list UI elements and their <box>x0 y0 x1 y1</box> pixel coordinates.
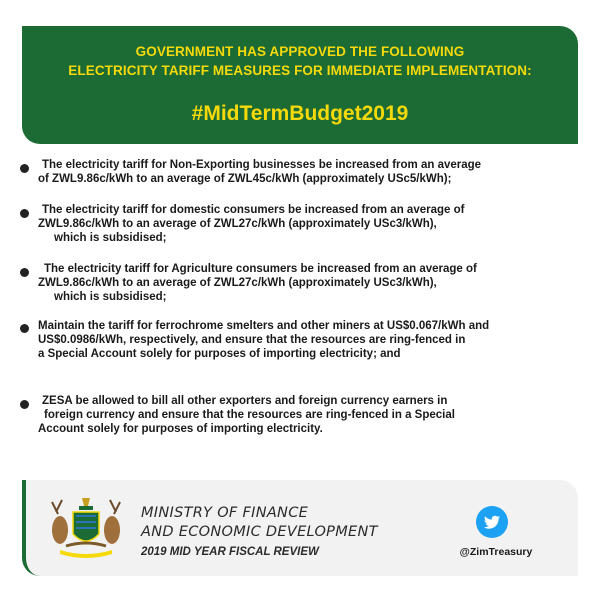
measure-line: which is subsidised; <box>54 291 167 303</box>
banner-headline <box>22 42 578 80</box>
headline-line-1: GOVERNMENT HAS APPROVED THE FOLLOWING <box>135 44 465 59</box>
measure-line: of ZWL9.86c/kWh to an average of ZWL45c/kWh (approximately USc5/kWh); <box>38 173 452 185</box>
measure-line: The electricity tariff for Agriculture consumers be increased from an average of <box>44 263 477 275</box>
measure-item <box>38 394 455 436</box>
measure-line: Maintain the tariff for ferrochrome smelters and other miners at US$0.067/kWh and <box>38 320 490 332</box>
measure-line: The electricity tariff for domestic consumers be increased from an average of <box>42 204 465 216</box>
measure-line: US$0.0986/kWh, respectively, and ensure that the resources are ring-fenced in <box>38 334 466 346</box>
measure-item <box>38 158 481 186</box>
measure-line: foreign currency and ensure that the resources are ring-fenced in a Special <box>44 409 455 421</box>
measure-line: which is subsidised; <box>54 232 167 244</box>
bullet-icon <box>20 400 29 409</box>
hashtag[interactable]: #MidTermBudget2019 <box>191 102 409 125</box>
bullet-icon <box>20 324 29 333</box>
measure-item <box>38 319 489 361</box>
measure-line: ZESA be allowed to bill all other exporters and foreign currency earners in <box>42 395 448 407</box>
bullet-icon <box>20 164 29 173</box>
twitter-bird-icon[interactable] <box>476 506 508 538</box>
measure-line: The electricity tariff for Non-Exporting businesses be increased from an average <box>42 159 482 171</box>
ministry-line-2: AND ECONOMIC DEVELOPMENT <box>141 524 378 540</box>
measure-line: ZWL9.86c/kWh to an average of ZWL27c/kWh (approximately USc3/kWh), <box>38 218 437 230</box>
twitter-handle[interactable]: @ZimTreasury <box>459 546 533 558</box>
ministry-line-1: MINISTRY OF FINANCE <box>141 505 309 521</box>
bullet-icon <box>20 209 29 218</box>
bullet-icon <box>20 268 29 277</box>
review-title: 2019 MID YEAR FISCAL REVIEW <box>141 546 319 558</box>
ministry-footer <box>22 480 578 576</box>
headline-line-2: ELECTRICITY TARIFF MEASURES FOR IMMEDIATE IMPLEMENTATION: <box>68 63 532 78</box>
twitter-bird-glyph <box>476 506 508 538</box>
measure-line: a Special Account solely for purposes of importing electricity; and <box>38 348 401 360</box>
coat-of-arms-icon <box>46 492 126 564</box>
measure-line: ZWL9.86c/kWh to an average of ZWL27c/kWh (approximately USc3/kWh), <box>38 277 437 289</box>
measure-item <box>38 262 477 304</box>
ministry-name <box>141 504 378 542</box>
measure-item <box>38 203 464 245</box>
measure-line: Account solely for purposes of importing electricity. <box>38 423 323 435</box>
headline-banner <box>22 26 578 144</box>
